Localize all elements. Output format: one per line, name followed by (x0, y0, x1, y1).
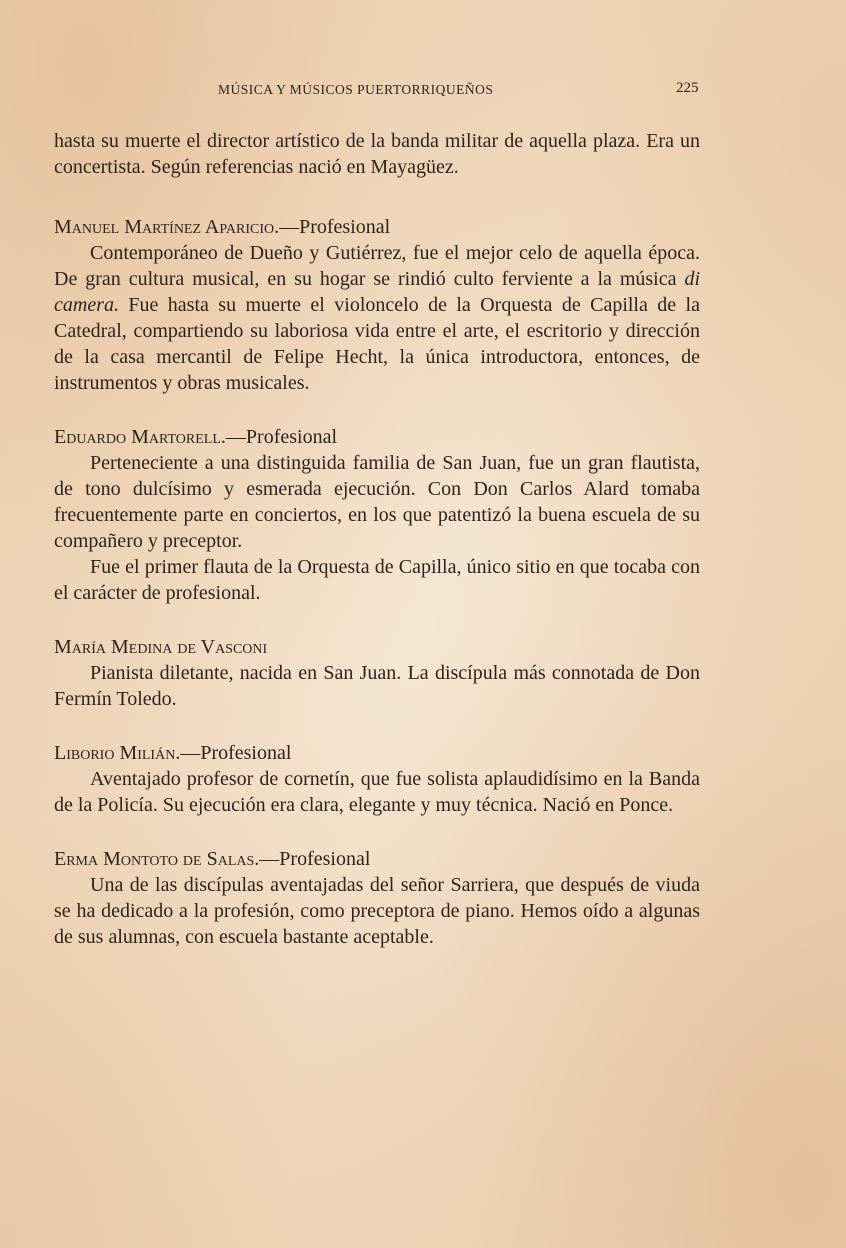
entry-paragraph: Fue el primer flauta de la Orquesta de Capilla, único sitio en que tocaba con el carácter de profesional. (54, 556, 700, 604)
paragraph-text: Contemporáneo de Dueño y Gutiérrez, fue el mejor celo de aquella época. De gran cultura musical, en su hogar se rindió culto ferviente a la música (54, 242, 700, 290)
running-head (0, 78, 846, 100)
entry-name: María Medina de Vasconi (54, 636, 268, 658)
entry-name: Eduardo Martorell. (54, 426, 226, 448)
entry-role: —Profesional (180, 742, 292, 764)
italic-phrase: di camera. (54, 268, 700, 316)
entry-heading (54, 740, 700, 766)
entry-heading (54, 634, 700, 660)
entry-paragraph (54, 240, 700, 396)
entry-paragraph: Pianista diletante, nacida en San Juan. La discípula más connotada de Don Fermín Toledo. (54, 662, 700, 710)
entry-milian (54, 740, 700, 818)
entry-role: —Profesional (279, 216, 391, 238)
entry-martorell (54, 424, 700, 606)
entry-role: —Profesional (225, 426, 337, 448)
entry-name: Liborio Milián. (54, 742, 181, 764)
entry-name: Erma Montoto de Salas. (54, 848, 260, 870)
running-head-title: MÚSICA Y MÚSICOS PUERTORRIQUEÑOS (218, 82, 494, 97)
page-body (54, 128, 700, 950)
entry-paragraph: Una de las discípulas aventajadas del señor Sarriera, que después de viuda se ha dedicado a la profesión, como preceptora de piano. Hemos oído a algunas de sus alumnas, con escuela bastante aceptable. (54, 874, 700, 948)
entry-text (54, 450, 700, 606)
page-number: 225 (676, 80, 699, 96)
entry-text (54, 660, 700, 712)
entry-role: —Profesional (259, 848, 371, 870)
paragraph-text: Fue hasta su muerte el violoncelo de la Orquesta de Capilla de la Catedral, compartiendo su laboriosa vida entre el arte, el escritorio y dirección de la casa mercantil de Felipe Hecht, la única introductora, entonces, de instrumentos y obras musicales. (54, 294, 700, 394)
continuation-paragraph: hasta su muerte el director artístico de la banda militar de aquella plaza. Era un concertista. Según referencias nació en Mayagüez. (54, 130, 700, 178)
entry-paragraph: Perteneciente a una distinguida familia de San Juan, fue un gran flautista, de tono dulcísimo y esmerada ejecución. Con Don Carlos Alard tomaba frecuentemente parte en conciertos, en los que patentizó la buena escuela de su compañero y preceptor. (54, 452, 700, 552)
entry-text (54, 766, 700, 818)
entry-paragraph: Aventajado profesor de cornetín, que fue solista aplaudidísimo en la Banda de la Policía. Su ejecución era clara, elegante y muy técnica. Nació en Ponce. (54, 768, 700, 816)
entry-heading (54, 214, 700, 240)
entry-heading (54, 846, 700, 872)
entry-text (54, 872, 700, 950)
entry-montoto-de-salas (54, 846, 700, 950)
entry-name: Manuel Martínez Aparicio. (54, 216, 280, 238)
entry-medina-de-vasconi (54, 634, 700, 712)
entry-text (54, 240, 700, 396)
entry-martinez-aparicio (54, 214, 700, 396)
entry-heading (54, 424, 700, 450)
